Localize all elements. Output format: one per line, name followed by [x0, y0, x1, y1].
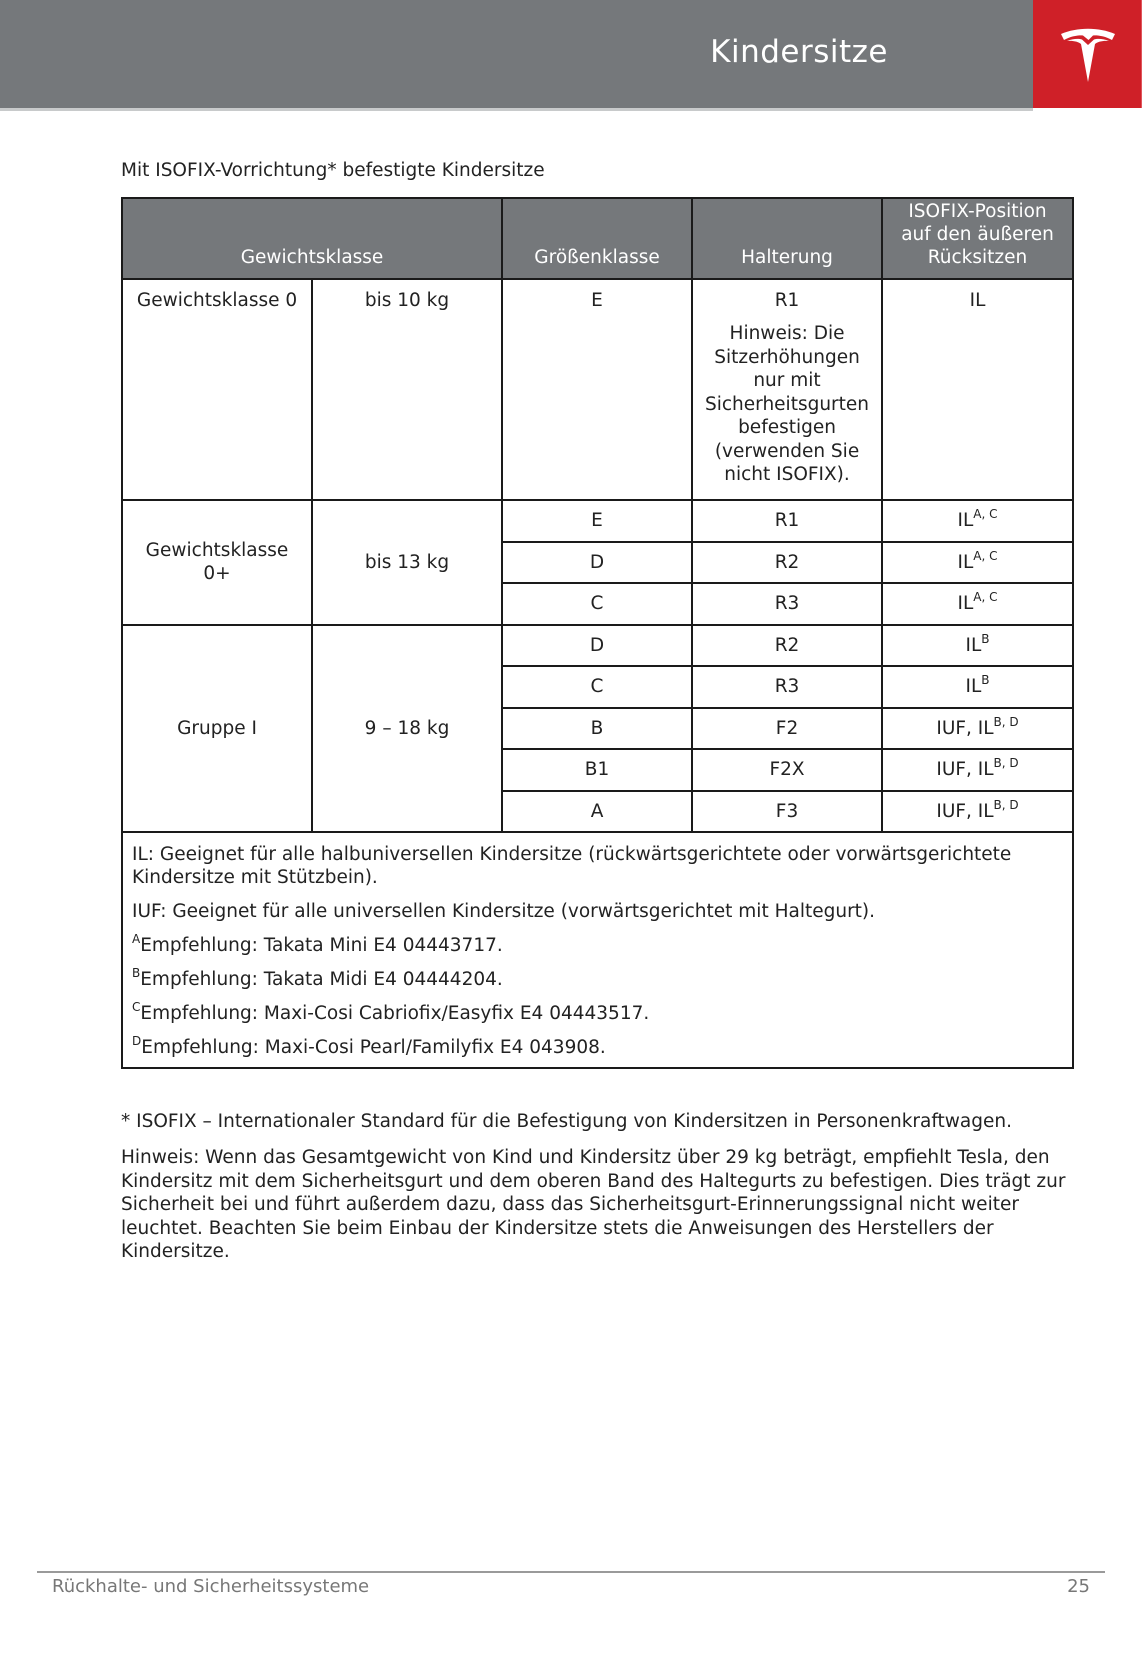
- note-item: [132, 1002, 1063, 1025]
- footnote-ref: B, D: [993, 756, 1019, 771]
- position-value: IL: [965, 676, 982, 698]
- isofix-position-cell: [882, 279, 1073, 500]
- header-isofix-line: Rücksitzen: [927, 247, 1028, 268]
- position-value: IUF, IL: [936, 800, 994, 822]
- footnote-ref: A, C: [973, 590, 998, 605]
- header-divider: [0, 108, 1033, 111]
- footer-section-title: Rückhalte- und Sicherheitssysteme: [52, 1576, 370, 1597]
- isofix-position-cell: [882, 583, 1073, 625]
- note-text: IUF: Geeignet für alle universellen Kindersitze (vorwärtsgerichtet mit Haltegurt).: [132, 901, 876, 922]
- note-item: [132, 968, 1063, 991]
- fixture-note-line: Hinweis: Die: [729, 323, 845, 344]
- table-caption: Mit ISOFIX-Vorrichtung* befestigte Kindersitze: [121, 160, 545, 181]
- note-marker: A: [132, 932, 141, 946]
- fixture-note-line: befestigen: [738, 417, 836, 438]
- table-row: [122, 279, 1073, 500]
- table-notes-row: [122, 832, 1073, 1068]
- note-item: [132, 934, 1063, 957]
- fixture-cell: R2: [692, 542, 882, 584]
- fixture-cell: R1: [692, 500, 882, 542]
- isofix-position-cell: [882, 625, 1073, 667]
- mass-cell: bis 10 kg: [312, 279, 502, 500]
- fixture-cell: F2X: [692, 749, 882, 791]
- note-text: Empfehlung: Maxi-Cosi Cabriofix/Easyfix E4 04443517.: [140, 1003, 650, 1024]
- weight-hint-paragraph: Hinweis: Wenn das Gesamtgewicht von Kind und Kindersitz über 29 kg beträgt, empfiehlt Tesla, den Kindersitz mit dem Sicherheitsgurt und dem oberen Band des Haltegurts zu befestigen. Dies trägt zur Sicherheit bei und führt außerdem dazu, dass das Sicherheitsgurt-Erinnerungssignal nicht weiter leuchtet. Beachten Sie beim Einbau der Kindersitze stets die Anweisungen des Herstellers der Kindersitze.: [121, 1147, 1066, 1262]
- weight-class-cell: Gruppe I: [122, 625, 312, 833]
- isofix-position-cell: [882, 542, 1073, 584]
- note-item: [132, 900, 1063, 923]
- brand-logo-block: [1033, 0, 1142, 108]
- isofix-footnote: * ISOFIX – Internationaler Standard für die Befestigung von Kindersitzen in Personenkraftwagen.: [121, 1111, 1012, 1132]
- fixture-cell: R3: [692, 583, 882, 625]
- position-value: IUF, IL: [936, 717, 994, 739]
- size-class-cell: C: [502, 666, 692, 708]
- isofix-table: [121, 197, 1074, 1069]
- header-isofix-line: ISOFIX-Position: [908, 201, 1047, 222]
- isofix-position-cell: [882, 666, 1073, 708]
- fixture-note-line: nicht ISOFIX).: [724, 464, 850, 485]
- weight-class-line: 0+: [203, 563, 231, 585]
- note-marker: D: [132, 1034, 142, 1048]
- fixture-note-line: nur mit: [753, 370, 821, 391]
- page-header-bar: [0, 0, 1033, 108]
- note-marker: C: [132, 1000, 141, 1014]
- position-value: IUF, IL: [936, 759, 994, 781]
- table-notes: [122, 832, 1073, 1068]
- weight-class-line: Gewichtsklasse: [145, 540, 289, 562]
- size-class-cell: B: [502, 708, 692, 750]
- position-value: IL: [957, 510, 974, 532]
- fixture-value: R1: [774, 290, 800, 311]
- chapter-title: Kindersitze: [710, 34, 888, 70]
- fixture-cell: F2: [692, 708, 882, 750]
- isofix-position-cell: [882, 749, 1073, 791]
- table-row: [122, 625, 1073, 667]
- table-row: [122, 500, 1073, 542]
- position-value: IL: [957, 551, 974, 573]
- fixture-cell: R2: [692, 625, 882, 667]
- size-class-cell: B1: [502, 749, 692, 791]
- footnote-ref: A, C: [973, 548, 998, 563]
- note-text: IL: Geeignet für alle halbuniversellen Kindersitze (rückwärtsgerichtete oder vorwärtsgerichtete Kindersitze mit Stützbein).: [132, 844, 1012, 888]
- position-value: IL: [965, 634, 982, 656]
- footer-divider: [37, 1571, 1105, 1573]
- header-isofix-line: auf den äußeren: [901, 224, 1054, 245]
- size-class-cell: E: [502, 279, 692, 500]
- header-fixture: Halterung: [692, 198, 882, 279]
- weight-class-cell: [122, 500, 312, 625]
- header-weight-class: Gewichtsklasse: [122, 198, 502, 279]
- footnote-ref: B: [981, 631, 990, 646]
- fixture-note: [693, 322, 881, 487]
- fixture-cell: [692, 279, 882, 500]
- mass-cell: bis 13 kg: [312, 500, 502, 625]
- note-marker: B: [132, 966, 141, 980]
- size-class-cell: A: [502, 791, 692, 833]
- footnote-ref: B: [981, 673, 990, 688]
- isofix-position-cell: [882, 791, 1073, 833]
- isofix-position-cell: [882, 500, 1073, 542]
- size-class-cell: C: [502, 583, 692, 625]
- note-text: Empfehlung: Takata Midi E4 04444204.: [140, 969, 503, 990]
- table-header-row: [122, 198, 1073, 279]
- fixture-cell: R3: [692, 666, 882, 708]
- header-isofix-position: [882, 198, 1073, 279]
- footnote-ref: A, C: [973, 507, 998, 522]
- footnote-ref: B, D: [993, 797, 1019, 812]
- fixture-cell: F3: [692, 791, 882, 833]
- fixture-note-line: (verwenden Sie: [714, 440, 860, 462]
- fixture-note-line: Sitzerhöhungen: [714, 346, 860, 368]
- tesla-logo-icon: [1059, 28, 1117, 86]
- size-class-cell: D: [502, 625, 692, 667]
- note-text: Empfehlung: Takata Mini E4 04443717.: [140, 935, 503, 956]
- page-number: 25: [1067, 1576, 1090, 1597]
- size-class-cell: E: [502, 500, 692, 542]
- note-item: [132, 1036, 1063, 1059]
- position-value: IL: [969, 290, 986, 311]
- isofix-position-cell: [882, 708, 1073, 750]
- note-text: Empfehlung: Maxi-Cosi Pearl/Familyfix E4 043908.: [141, 1037, 606, 1058]
- size-class-cell: D: [502, 542, 692, 584]
- header-size-class: Größenklasse: [502, 198, 692, 279]
- mass-cell: 9 – 18 kg: [312, 625, 502, 833]
- note-item: [132, 843, 1063, 889]
- footnote-ref: B, D: [993, 714, 1019, 729]
- position-value: IL: [957, 593, 974, 615]
- weight-class-cell: Gewichtsklasse 0: [122, 279, 312, 500]
- fixture-note-line: Sicherheitsgurten: [705, 393, 870, 415]
